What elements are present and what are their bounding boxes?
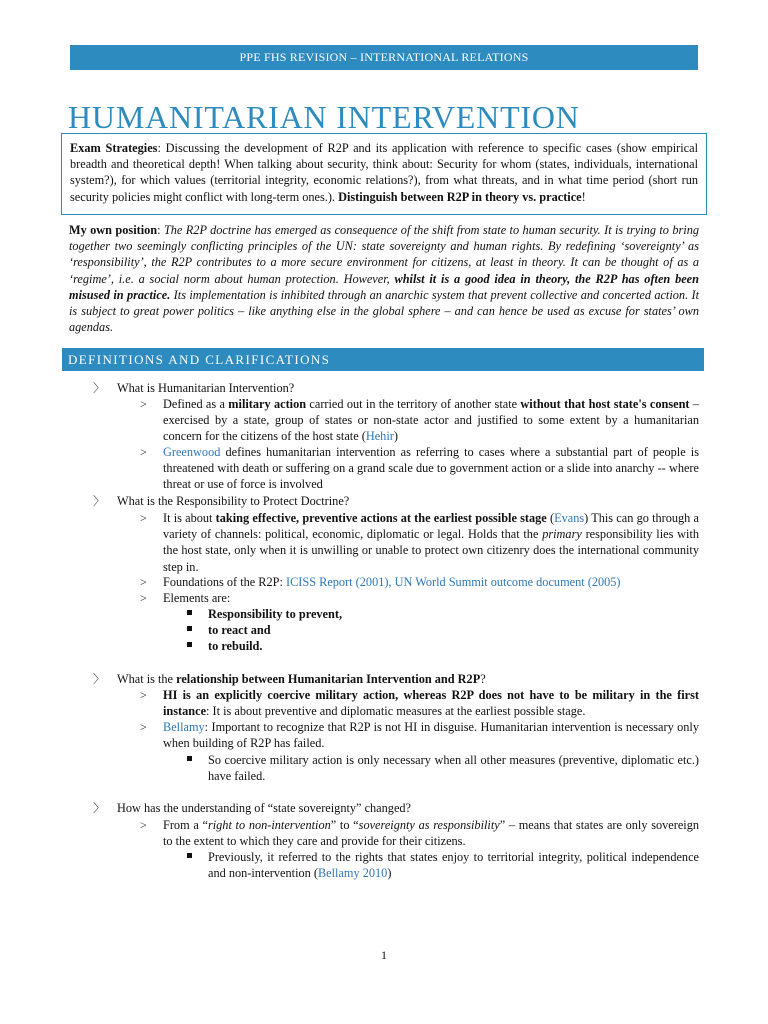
position-bold: whilst it is a good idea in theory, the R2P has often been misused in practice. bbox=[69, 271, 699, 302]
level1-marker: 〉 bbox=[93, 801, 106, 815]
q3-answer-2: Bellamy: Important to recognize that R2P is not HI in disguise. Humanitarian intervention is necessary only when building of R2P has failed. bbox=[163, 720, 699, 751]
exam-end: ! bbox=[581, 189, 586, 204]
q2-answer-2: Foundations of the R2P: ICISS Report (2001), UN World Summit outcome document (2005) bbox=[163, 575, 621, 589]
level2-marker: > bbox=[140, 720, 147, 734]
bullet-square bbox=[187, 642, 192, 647]
header-banner: PPE FHS REVISION – INTERNATIONAL RELATIONS bbox=[70, 45, 698, 70]
question-3: What is the relationship between Humanitarian Intervention and R2P? bbox=[117, 672, 486, 686]
citation-link[interactable]: ICISS Report (2001), UN World Summit outcome document (2005) bbox=[285, 575, 621, 589]
own-position bbox=[69, 222, 699, 335]
level2-marker: > bbox=[140, 511, 147, 525]
q4-sub-1: Previously, it referred to the rights that states enjoy to territorial integrity, political independence and non-intervention (Bellamy 2010) bbox=[208, 850, 699, 881]
level2-marker: > bbox=[140, 575, 147, 589]
citation-link[interactable]: Evans bbox=[554, 511, 585, 525]
level2-marker: > bbox=[140, 591, 147, 605]
q4-answer-1: From a “right to non-intervention” to “sovereignty as responsibility” – means that states are only sovereign to the extent to which they care and provide for their citizens. bbox=[163, 818, 699, 849]
question-2: What is the Responsibility to Protect Doctrine? bbox=[117, 494, 350, 508]
q3-sub-1: So coercive military action is only necessary when all other measures (preventive, diplomatic etc.) have failed. bbox=[208, 753, 699, 784]
element-item: to react and bbox=[208, 623, 271, 637]
citation-link[interactable]: Greenwood bbox=[163, 445, 221, 459]
level2-marker: > bbox=[140, 445, 147, 459]
element-item: to rebuild. bbox=[208, 639, 263, 653]
position-label: My own position bbox=[69, 223, 158, 237]
level2-marker: > bbox=[140, 397, 147, 411]
position-text-1: The R2P doctrine has emerged as consequence of the shift from state to human security. It is trying to bring together two seemingly conflicting principles of the UN: state sovereignty and human rights. By redefining ‘sovereignty’ as ‘responsibility’, the R2P contributes to a more secure environment for citizens, at least in theory. It can be thought of as a ‘regime’, i.e. a social norm about human protection. However, bbox=[69, 223, 699, 286]
level1-marker: 〉 bbox=[93, 672, 106, 686]
page-title: HUMANITARIAN INTERVENTION bbox=[68, 99, 580, 135]
q1-answer-1: Defined as a military action carried out in the territory of another state without that host state's consent – exercised by a state, group of states or non-state actor and justified to some extent by a humanitarian concern for the citizens of the host state (Hehir) bbox=[163, 397, 699, 444]
exam-label: Exam Strategies bbox=[70, 141, 158, 155]
bullet-square bbox=[187, 610, 192, 615]
bullet-square bbox=[187, 756, 192, 761]
q2-answer-1: It is about taking effective, preventive actions at the earliest possible stage (Evans) This can go through a variety of channels: political, economic, diplomatic or legal. Holds that the primary responsibility lies with the host state, only when it is unwilling or unable to protect own citizenry does the international community step in. bbox=[163, 511, 700, 574]
exam-text: : Discussing the development of R2P and its application with reference to specific cases (show empirical breadth and theoretical depth! When talking about security, think about: Security for whom (states, individuals, international system?), for which values (territorial integrity, economic relations?), from what threats, and in what time period (short run security policies might conflict with long-term ones.). bbox=[70, 141, 699, 204]
citation-link[interactable]: Bellamy 2010 bbox=[317, 866, 388, 881]
exam-strategies-box bbox=[61, 133, 707, 215]
level2-marker: > bbox=[140, 818, 147, 832]
q2-answer-3: Elements are: bbox=[163, 591, 231, 605]
citation-link[interactable]: Bellamy bbox=[163, 720, 205, 734]
bullet-square bbox=[187, 626, 192, 631]
q1-answer-2: Greenwood defines humanitarian intervention as referring to cases where a substantial part of people is threatened with death or suffering on a grand scale due to government action or a slide into anarchy -- where threat or use of force is involved bbox=[163, 445, 699, 492]
question-4: How has the understanding of “state sovereignty” changed? bbox=[117, 801, 412, 815]
position-colon: : bbox=[157, 223, 164, 237]
level1-marker: 〉 bbox=[93, 381, 106, 395]
section-heading: DEFINITIONS AND CLARIFICATIONS bbox=[62, 348, 704, 371]
position-text-2: Its implementation is inhibited through an anarchic system that prevent collective and concerted action. It is subject to great power politics – like anything else in the global sphere – and can hence be used as excuse for states’ own agendas. bbox=[69, 287, 700, 335]
element-item: Responsibility to prevent, bbox=[208, 607, 343, 621]
q3-answer-1: HI is an explicitly coercive military action, whereas R2P does not have to be military in the first instance: It is about preventive and diplomatic measures at the earliest possible stage. bbox=[163, 688, 699, 719]
question-1: What is Humanitarian Intervention? bbox=[117, 381, 295, 395]
exam-bold-end: Distinguish between R2P in theory vs. practice bbox=[338, 189, 582, 204]
citation-link[interactable]: Hehir bbox=[365, 429, 394, 444]
level1-marker: 〉 bbox=[93, 494, 106, 508]
page-number: 1 bbox=[381, 948, 387, 962]
bullet-square bbox=[187, 853, 192, 858]
level2-marker: > bbox=[140, 688, 147, 702]
